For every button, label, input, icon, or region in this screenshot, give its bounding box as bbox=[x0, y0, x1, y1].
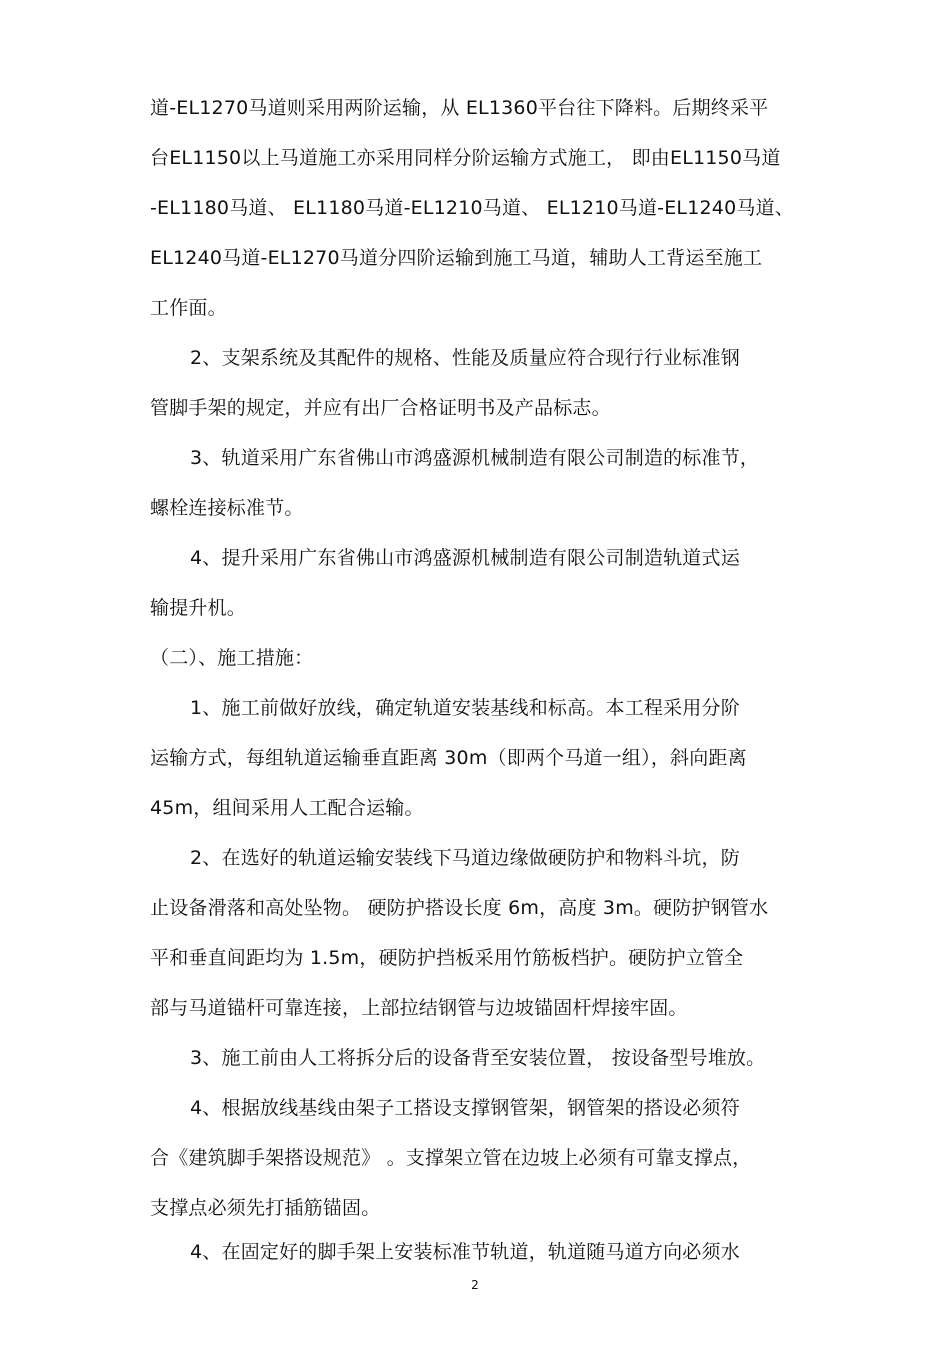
text-line: 运输方式，每组轨道运输垂直距离 30m（即两个马道一组），斜向距离 bbox=[150, 747, 747, 769]
text-line: 输提升机。 bbox=[150, 597, 247, 619]
text-line: 2、支架系统及其配件的规格、性能及质量应符合现行行业标准钢 bbox=[190, 347, 740, 369]
text-line: 3、轨道采用广东省佛山市鸿盛源机械制造有限公司制造的标准节， bbox=[190, 447, 760, 469]
text-line: 合《建筑脚手架搭设规范》 。支撑架立管在边坡上必须有可靠支撑点， bbox=[150, 1147, 752, 1169]
page-number: 2 bbox=[471, 1278, 479, 1292]
text-line: 管脚手架的规定，并应有出厂合格证明书及产品标志。 bbox=[150, 397, 611, 419]
section-heading: （二）、施工措施： bbox=[150, 647, 314, 669]
text-line: 台EL1150以上马道施工亦采用同样分阶运输方式施工， 即由EL1150马道 bbox=[150, 147, 781, 169]
text-line: -EL1180马道、 EL1180马道-EL1210马道、 EL1210马道-EL1240马道、 bbox=[150, 197, 794, 219]
text-line: 部与马道锚杆可靠连接，上部拉结钢管与边坡锚固杆焊接牢固。 bbox=[150, 997, 688, 1019]
text-line: 4、根据放线基线由架子工搭设支撑钢管架，钢管架的搭设必须符 bbox=[190, 1097, 740, 1119]
text-line: 2、在选好的轨道运输安装线下马道边缘做硬防护和物料斗坑，防 bbox=[190, 847, 740, 869]
text-line: 45m，组间采用人工配合运输。 bbox=[150, 797, 424, 819]
text-line: 4、提升采用广东省佛山市鸿盛源机械制造有限公司制造轨道式运 bbox=[190, 547, 740, 569]
text-line: 道-EL1270马道则采用两阶运输，从 EL1360平台往下降料。后期终采平 bbox=[150, 97, 769, 119]
text-line: 1、施工前做好放线，确定轨道安装基线和标高。本工程采用分阶 bbox=[190, 697, 740, 719]
text-line: 3、施工前由人工将拆分后的设备背至安装位置， 按设备型号堆放。 bbox=[190, 1047, 766, 1069]
text-line: EL1240马道-EL1270马道分四阶运输到施工马道，辅助人工背运至施工 bbox=[150, 247, 763, 269]
text-line: 工作面。 bbox=[150, 297, 227, 319]
text-line: 止设备滑落和高处坠物。 硬防护搭设长度 6m，高度 3m。硬防护钢管水 bbox=[150, 897, 769, 919]
text-line: 4、在固定好的脚手架上安装标准节轨道，轨道随马道方向必须水 bbox=[190, 1241, 740, 1263]
text-line: 支撑点必须先打插筋锚固。 bbox=[150, 1197, 381, 1219]
text-line: 螺栓连接标准节。 bbox=[150, 497, 304, 519]
text-line: 平和垂直间距均为 1.5m，硬防护挡板采用竹筋板档护。硬防护立管全 bbox=[150, 947, 744, 969]
